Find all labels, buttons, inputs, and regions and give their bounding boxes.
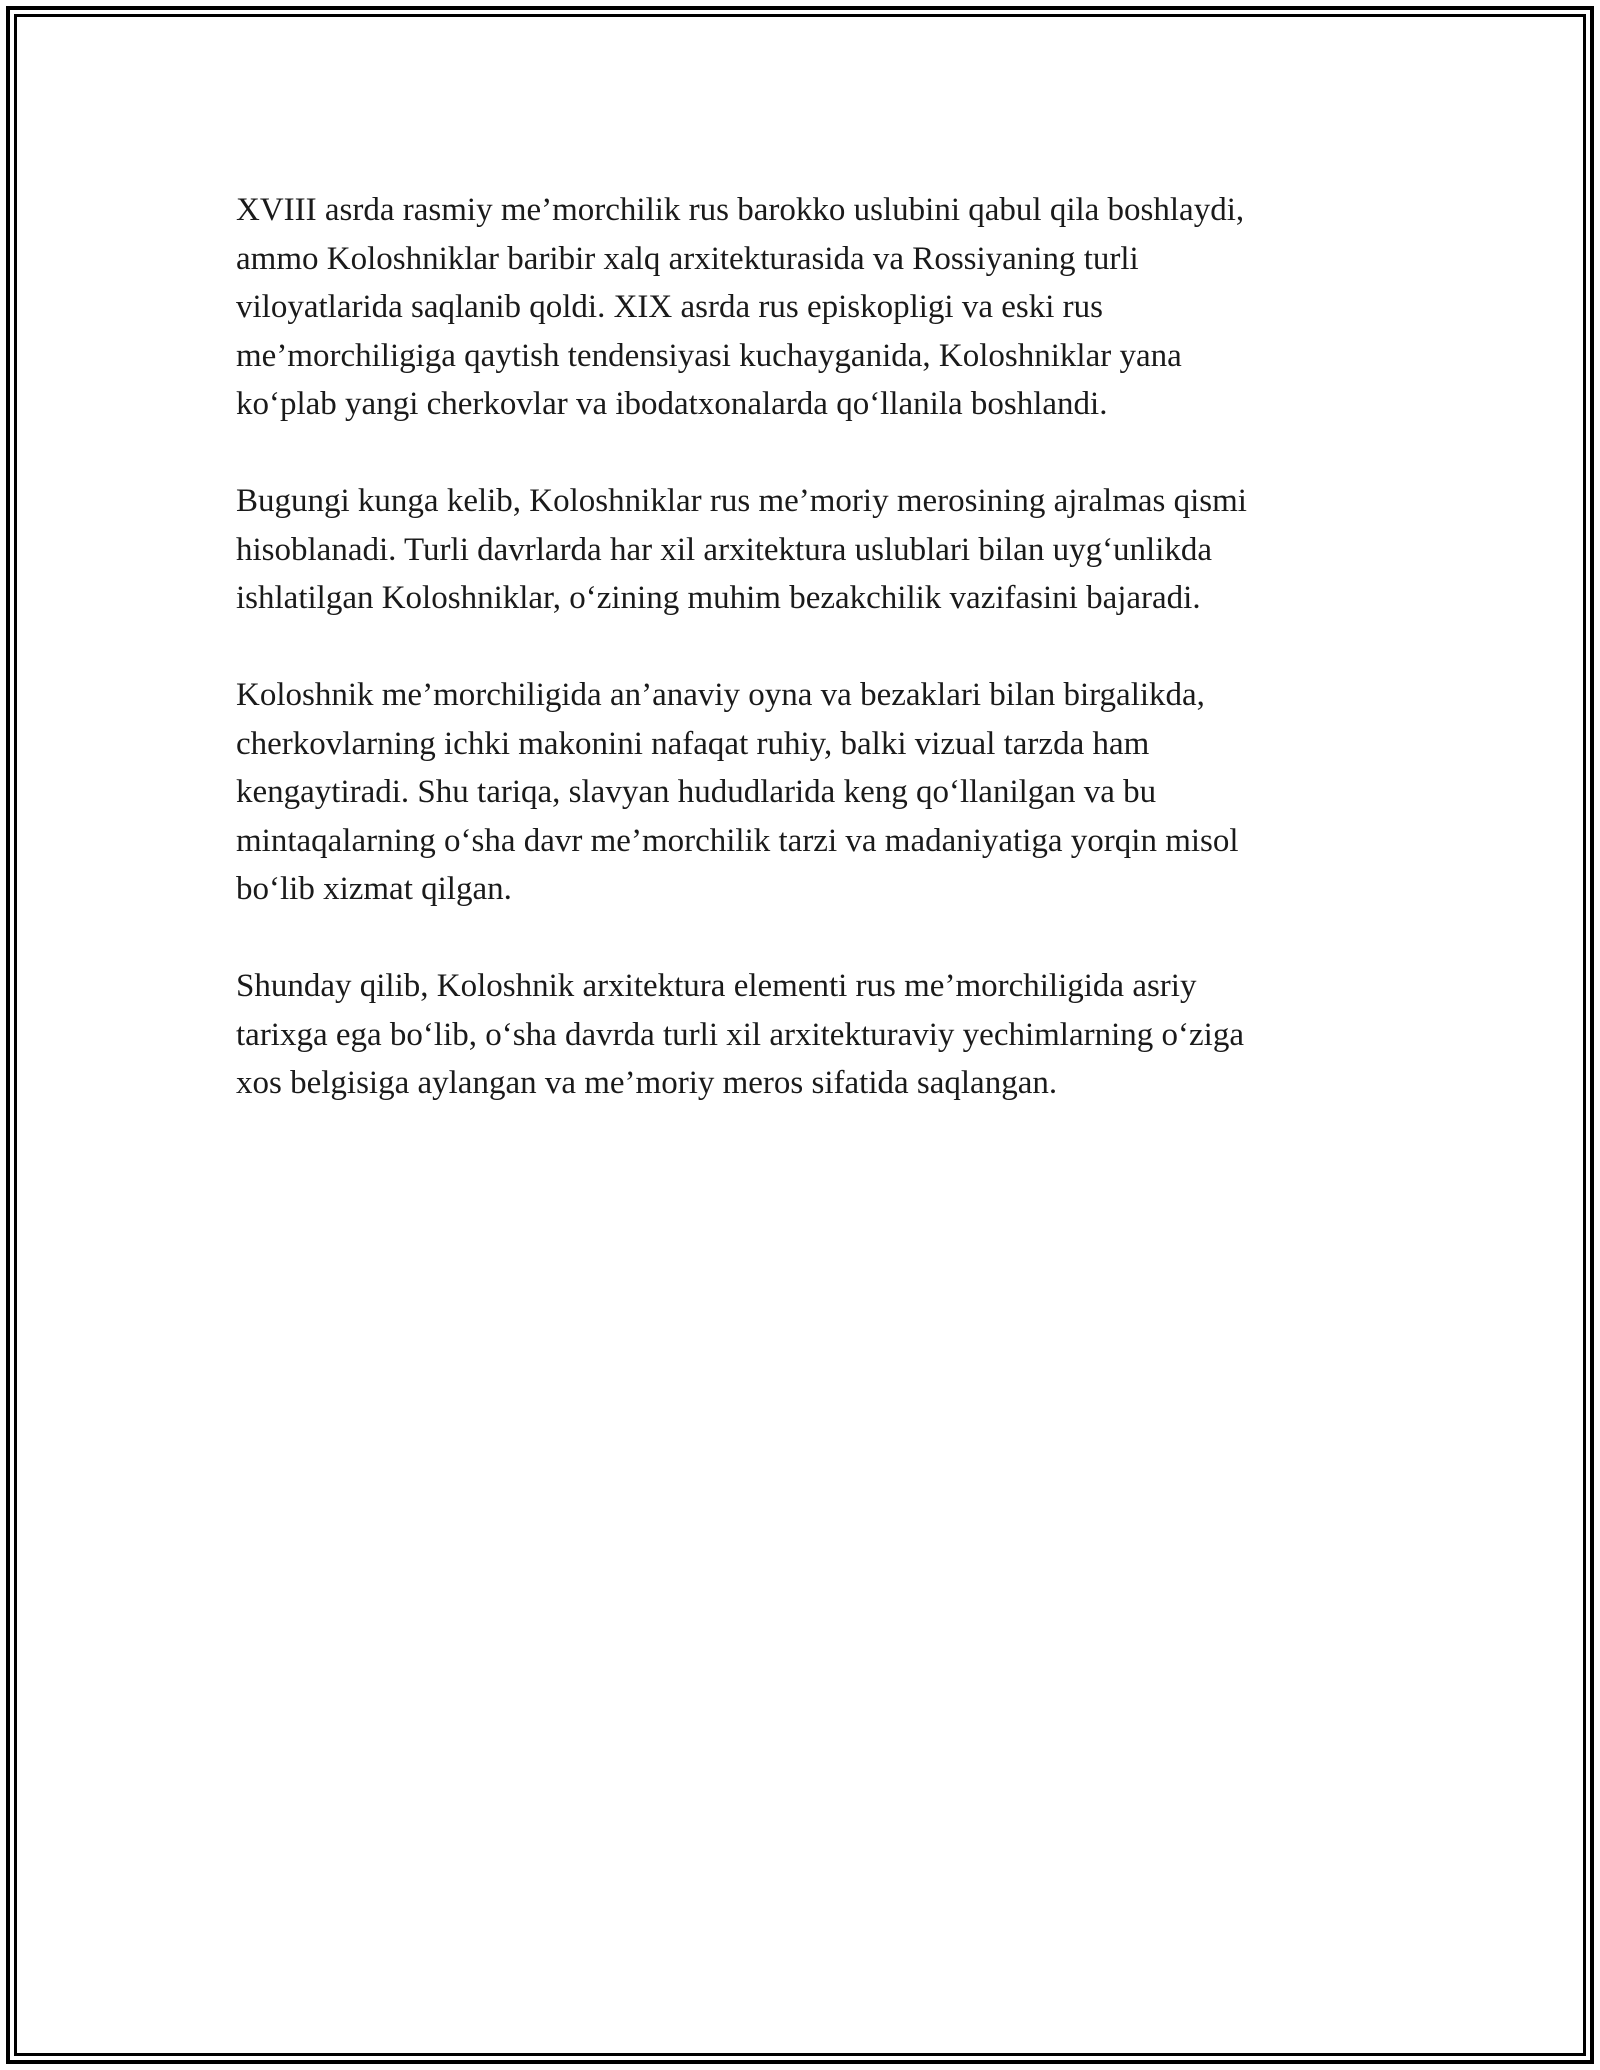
text-line: viloyatlarida saqlanib qoldi. XIX asrda rus episkopligi va eski rus — [236, 289, 1103, 325]
text-line: XVIII asrda rasmiy me’morchilik rus barokko uslubini qabul qila boshlaydi, — [236, 192, 1245, 228]
text-line: Bugungi kunga kelib, Koloshniklar rus me’moriy merosining ajralmas qismi — [236, 483, 1247, 519]
text-line: ko‘plab yangi cherkovlar va ibodatxonalarda qo‘llanila boshlandi. — [236, 386, 1108, 422]
text-line: ishlatilgan Koloshniklar, o‘zining muhim bezakchilik vazifasini bajaradi. — [236, 580, 1201, 616]
paragraph-3 — [236, 671, 1376, 914]
paragraph-2 — [236, 477, 1376, 623]
text-line: tarixga ega bo‘lib, o‘sha davrda turli xil arxitekturaviy yechimlarning o‘ziga — [236, 1016, 1244, 1053]
text-line: Shunday qilib, Koloshnik arxitektura elementi rus me’morchiligida asriy — [236, 968, 1197, 1004]
text-line: Koloshnik me’morchiligida an’anaviy oyna va bezaklari bilan birgalikda, — [236, 677, 1205, 713]
document-body — [236, 186, 1376, 1156]
text-line: me’morchiligiga qaytish tendensiyasi kuchayganida, Koloshniklar yana — [236, 337, 1182, 374]
text-line: ammo Koloshniklar baribir xalq arxitekturasida va Rossiyaning turli — [236, 240, 1139, 277]
text-line: xos belgisiga aylangan va me’moriy meros sifatida saqlangan. — [236, 1065, 1058, 1101]
paragraph-4 — [236, 962, 1376, 1108]
text-line: hisoblanadi. Turli davrlarda har xil arxitektura uslublari bilan uyg‘unlikda — [236, 531, 1213, 568]
text-line: kengaytiradi. Shu tariqa, slavyan hududlarida keng qo‘llanilgan va bu — [236, 774, 1157, 810]
text-line: mintaqalarning o‘sha davr me’morchilik tarzi va madaniyatiga yorqin misol — [236, 822, 1239, 859]
text-line: bo‘lib xizmat qilgan. — [236, 871, 512, 907]
text-line: cherkovlarning ichki makonini nafaqat ruhiy, balki vizual tarzda ham — [236, 725, 1150, 762]
paragraph-1 — [236, 186, 1376, 429]
